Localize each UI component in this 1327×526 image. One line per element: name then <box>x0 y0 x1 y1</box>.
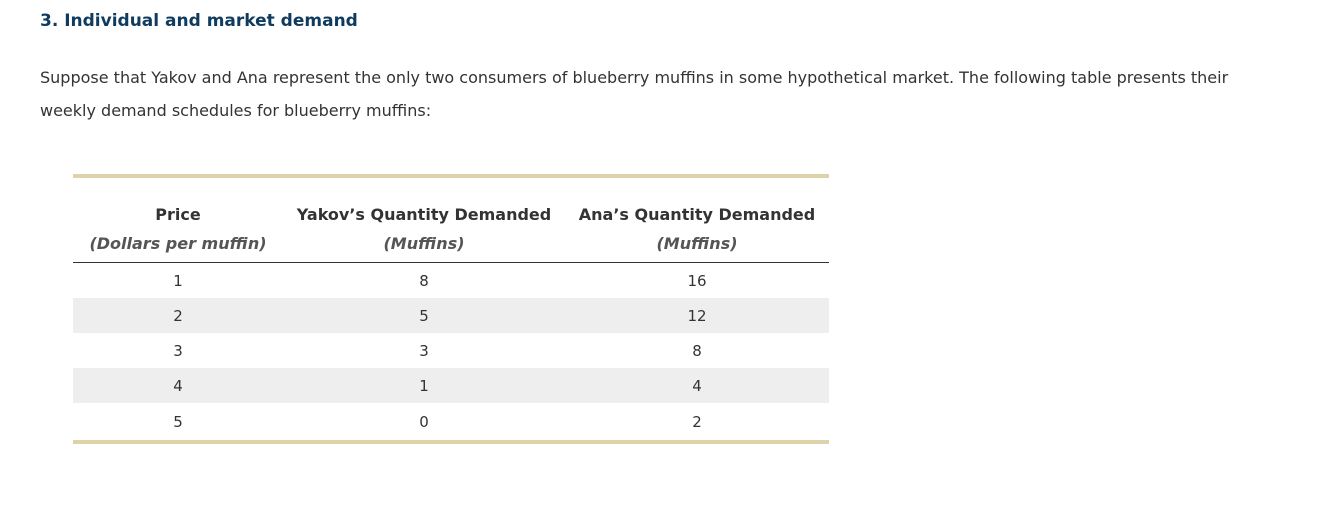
section-title: 3. Individual and market demand <box>40 11 358 31</box>
table-row <box>73 263 829 299</box>
price-cell: 1 <box>173 271 183 290</box>
yakov-quantity-cell: 1 <box>283 368 565 403</box>
ana-quantity-cell: 4 <box>565 368 829 403</box>
ana-quantity-cell: 12 <box>565 298 829 333</box>
yakov-quantity-cell: 5 <box>283 298 565 333</box>
ana-quantity-cell: 16 <box>687 271 707 290</box>
table-row <box>73 298 829 333</box>
price-cell: 5 <box>173 412 183 431</box>
header-price-unit: (Dollars per muffin) <box>73 234 283 263</box>
yakov-quantity-cell: 3 <box>419 341 429 360</box>
header-price: Price <box>155 204 201 224</box>
price-cell: 4 <box>73 368 283 403</box>
demand-table-container <box>73 174 829 444</box>
ana-quantity-cell: 2 <box>692 412 702 431</box>
table-row <box>73 333 829 368</box>
ana-quantity-cell: 8 <box>692 341 702 360</box>
header-yakov-unit: (Muffins) <box>283 234 565 263</box>
price-cell: 3 <box>173 341 183 360</box>
header-ana-unit: (Muffins) <box>565 234 829 263</box>
price-cell: 2 <box>73 298 283 333</box>
yakov-quantity-cell: 8 <box>419 271 429 290</box>
demand-schedule-table <box>73 178 829 440</box>
table-bottom-rule <box>73 440 829 444</box>
table-row <box>73 403 829 440</box>
header-ana-quantity: Ana’s Quantity Demanded <box>578 204 816 224</box>
yakov-quantity-cell: 0 <box>419 412 429 431</box>
intro-paragraph: Suppose that Yakov and Ana represent the only two consumers of blueberry muffins in some hypothetical market. The following table presents their weekly demand schedules for blueberry muffins: <box>40 68 1229 120</box>
table-row <box>73 368 829 403</box>
header-yakov-quantity: Yakov’s Quantity Demanded <box>296 204 552 224</box>
